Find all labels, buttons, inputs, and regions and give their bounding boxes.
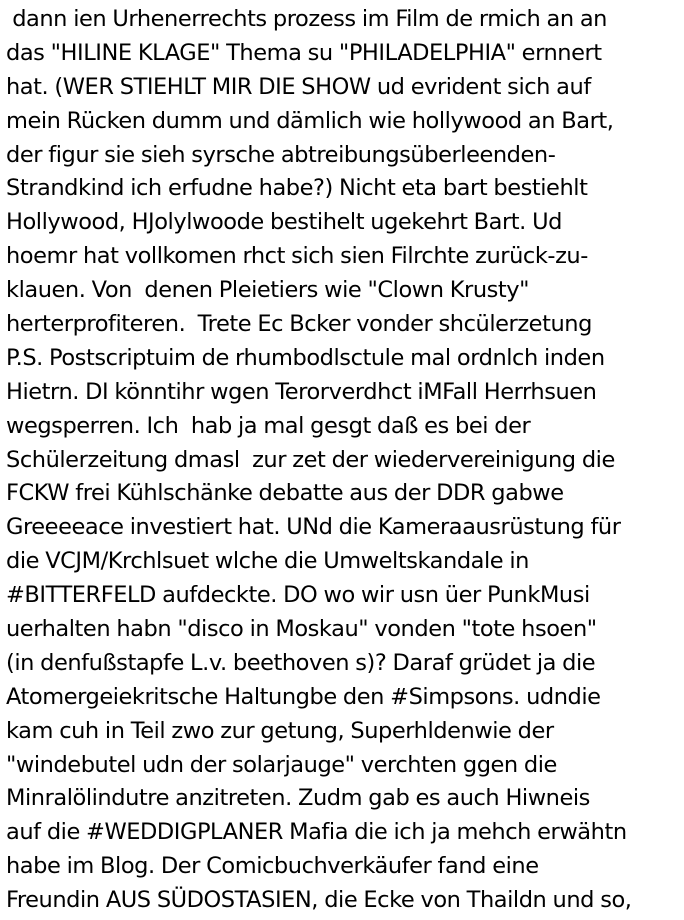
text-line: uerhalten habn "disco in Moskau" vonden "tote hsoen" (6, 616, 597, 643)
text-line: P.S. Postscriptuim de rhumbodlsctule mal ordnlch inden (6, 344, 605, 371)
text-line: #BITTERFELD aufdeckte. DO wo wir usn üer PunkMusi (6, 582, 590, 609)
text-line: Freundin AUS SÜDOSTASIEN, die Ecke von Thaildn und so, (6, 887, 632, 914)
text-line: Atomergeiekritsche Haltungbe den #Simpsons. udndie (6, 683, 601, 710)
text-line: wegsperren. Ich hab ja mal gesgt daß es bei der (6, 412, 531, 439)
text-line: das "HILINE KLAGE" Thema su "PHILADELPHIA" ernnert (6, 39, 602, 66)
text-line: der figur sie sieh syrsche abtreibungsüberleenden- (6, 141, 556, 168)
text-line: auf die #WEDDIGPLANER Mafia die ich ja mehch erwähtn (6, 819, 627, 846)
text-line: Hietrn. DI könntihr wgen Terorverdhct iMFall Herrhsuen (6, 378, 597, 405)
text-line: Strandkind ich erfudne habe?) Nicht eta bart bestiehlt (6, 175, 588, 202)
text-line: herterprofiteren. Trete Ec Bcker vonder shcülerzetung (6, 311, 592, 338)
text-line: Minralölindutre anzitreten. Zudm gab es auch Hiwneis (6, 785, 590, 812)
text-line: Schülerzeitung dmasl zur zet der wiedervereinigung die (6, 446, 615, 473)
text-line: kam cuh in Teil zwo zur getung, Superhldenwie der (6, 717, 554, 744)
text-line: FCKW frei Kühlschänke debatte aus der DDR gabwe (6, 480, 564, 507)
text-line: "windebutel udn der solarjauge" verchten ggen die (6, 751, 557, 778)
text-line: klauen. Von denen Pleietiers wie "Clown Krusty" (6, 277, 530, 304)
text-line: dann ien Urhenerrechts prozess im Film de rmich an an (6, 6, 607, 32)
text-line: Greeeeace investiert hat. UNd die Kameraausrüstung für (6, 514, 621, 541)
text-line: hoemr hat vollkomen rhct sich sien Filrchte zurück-zu- (6, 243, 588, 270)
document-text (6, 3, 682, 918)
text-line: Hollywood, HJolylwoode bestihelt ugekehrt Bart. Ud (6, 209, 562, 236)
text-line: (in denfußstapfe L.v. beethoven s)? Daraf grüdet ja die (6, 649, 596, 676)
text-line: habe im Blog. Der Comicbuchverkäufer fand eine (6, 853, 539, 880)
text-line: die VCJM/Krchlsuet wlche die Umweltskandale in (6, 548, 529, 575)
text-line: mein Rücken dumm und dämlich wie hollywood an Bart, (6, 107, 614, 134)
text-line: hat. (WER STIEHLT MIR DIE SHOW ud evrident sich auf (6, 73, 591, 100)
